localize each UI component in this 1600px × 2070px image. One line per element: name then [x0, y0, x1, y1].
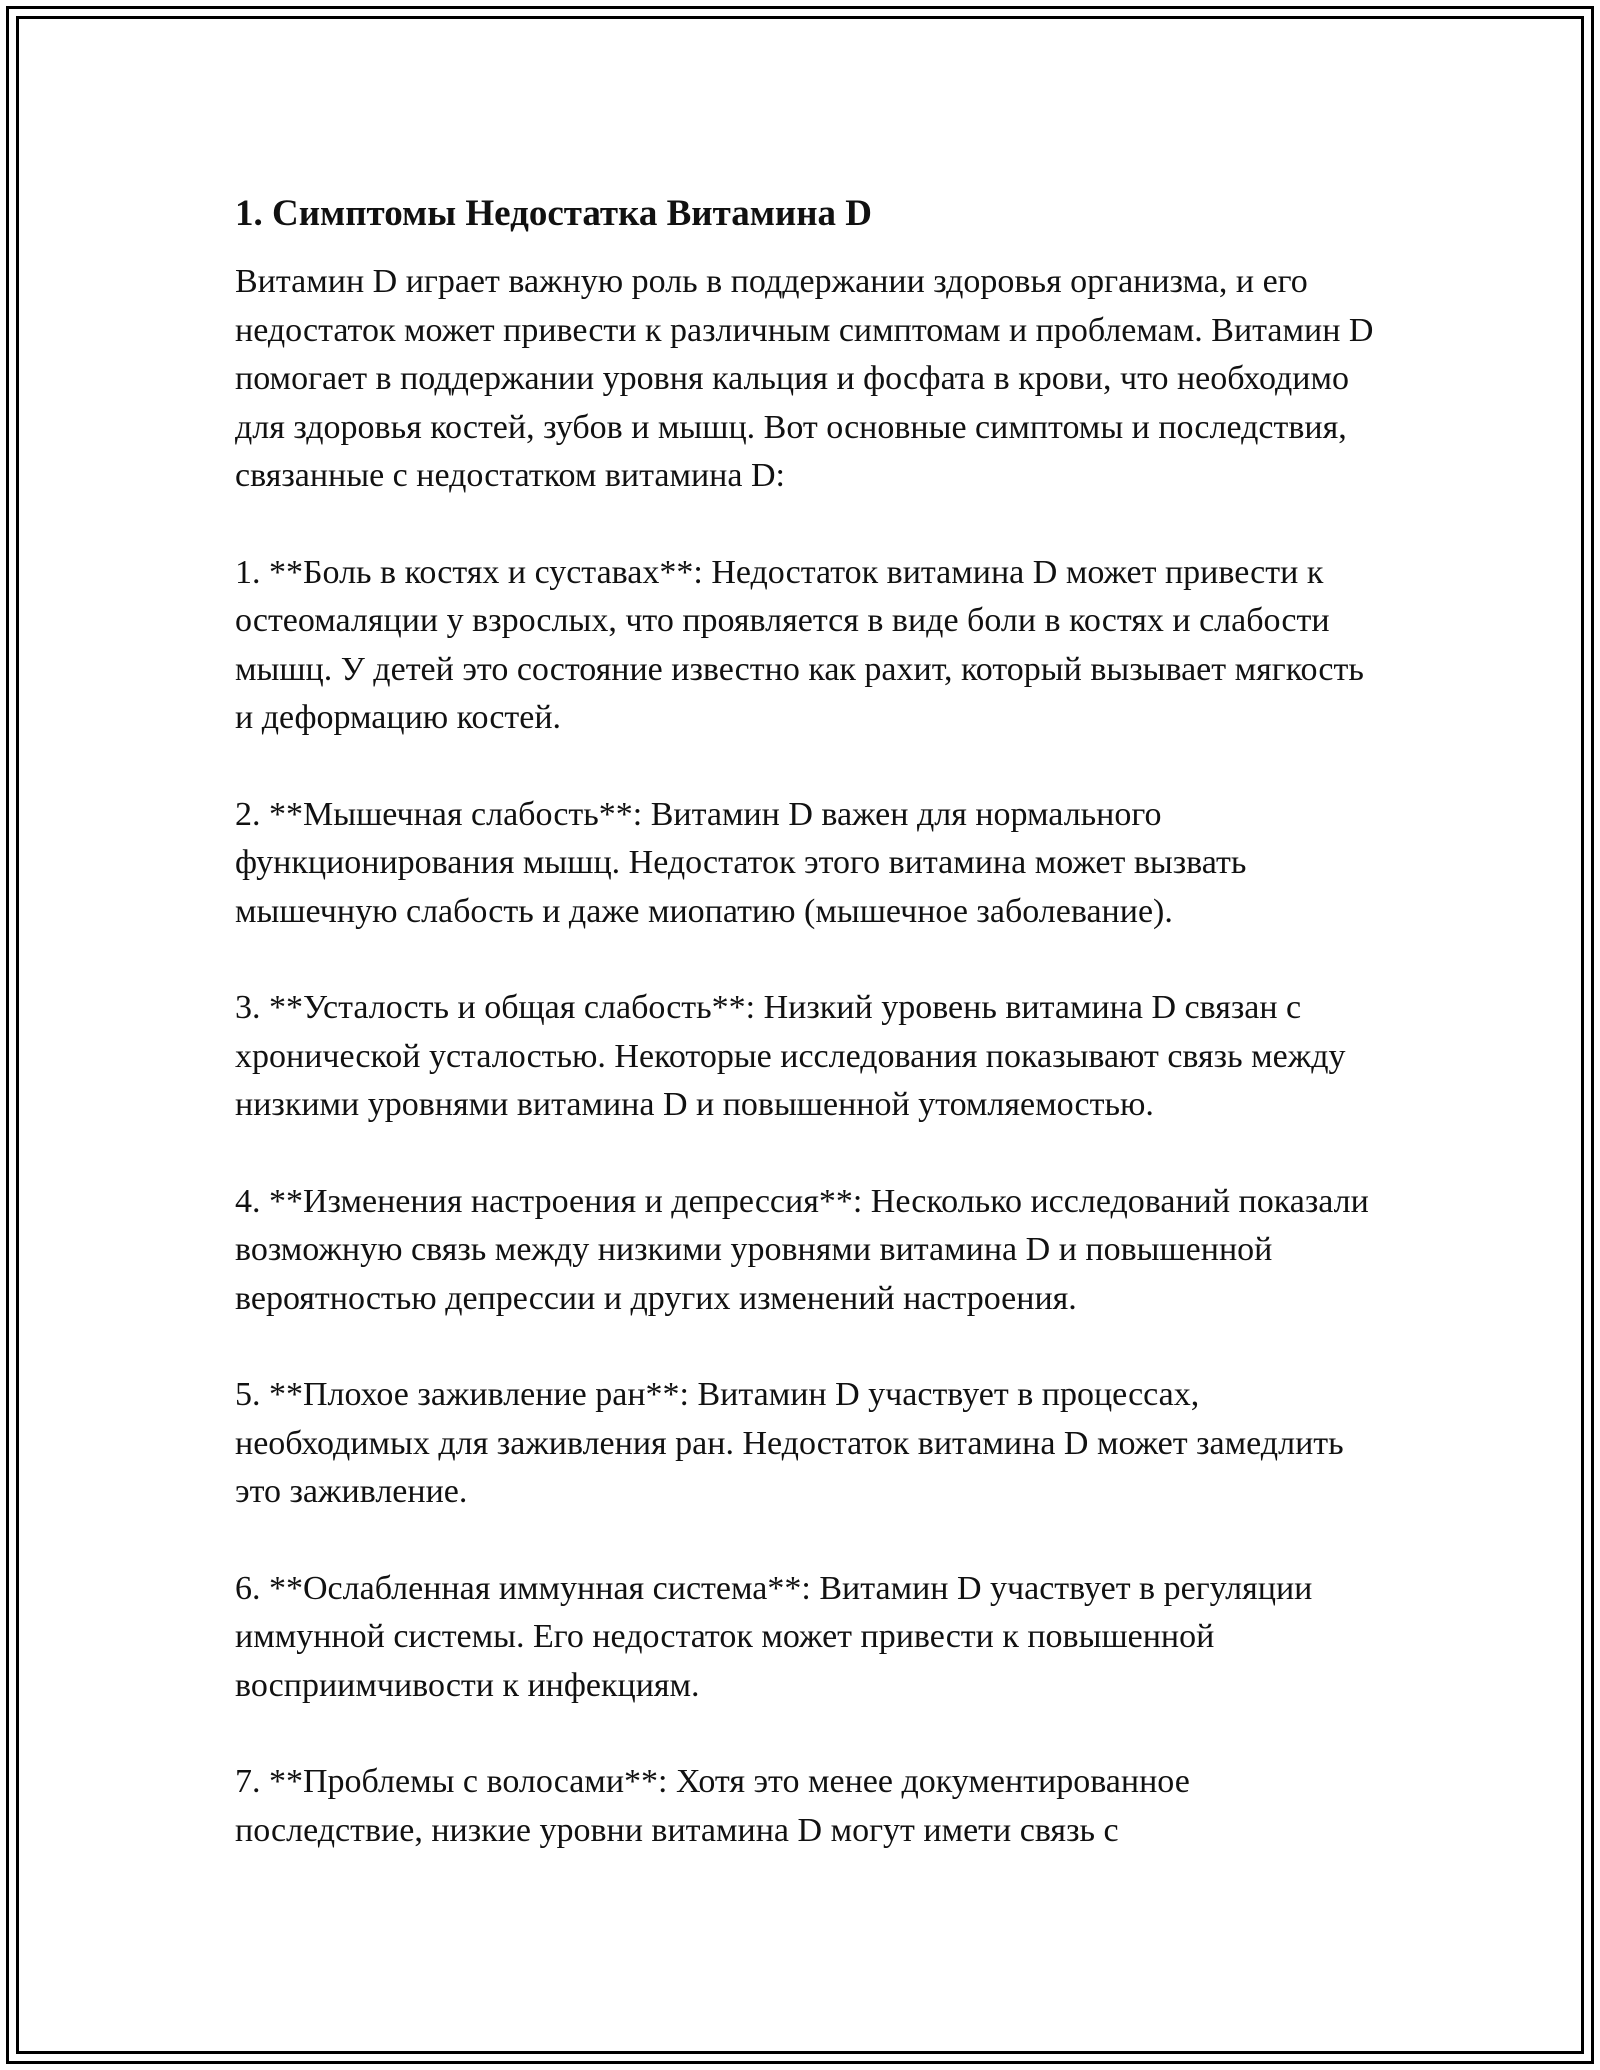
document-body — [235, 186, 1375, 1855]
list-item: 5. **Плохое заживление ран**: Витамин D участвует в процессах, необходимых для заживления ран. Недостаток витамина D может замедлить это заживление. — [235, 1376, 1344, 1510]
list-item: 7. **Проблемы с волосами**: Хотя это менее документированное последствие, низкие уровни витамина D могут имети связь с — [235, 1763, 1190, 1849]
section-heading: 1. Симптомы Недостатка Витамина D — [235, 193, 873, 234]
list-item: 2. **Мышечная слабость**: Витамин D важен для нормального функционирования мышц. Недостаток этого витамина может вызвать мышечную слабость и даже миопатию (мышечное заболевание). — [235, 795, 1247, 930]
list-item: 3. **Усталость и общая слабость**: Низкий уровень витамина D связан с хронической усталостью. Некоторые исследования показывают связь между низкими уровнями витамина D и повышенной утомляемостью. — [235, 989, 1346, 1123]
intro-paragraph: Витамин D играет важную роль в поддержании здоровья организма, и его недостаток может привести к различным симптомам и проблемам. Витамин D помогает в поддержании уровня кальция и фосфата в крови, что необходимо для здоровья костей, зубов и мышц. Вот основные симптомы и последствия, связанные с недостатком витамина D: — [235, 263, 1374, 494]
list-item: 6. **Ослабленная иммунная система**: Витамин D участвует в регуляции иммунной системы. Его недостаток может привести к повышенной восприимчивости к инфекциям. — [235, 1569, 1313, 1704]
list-item: 4. **Изменения настроения и депрессия**: Несколько исследований показали возможную связь между низкими уровнями витамина D и повышенной вероятностью депрессии и других изменений настроения. — [235, 1182, 1369, 1317]
list-item: 1. **Боль в костях и суставах**: Недостаток витамина D может привести к остеомаляции у взрослых, что проявляется в виде боли в костях и слабости мышц. У детей это состояние известно как рахит, который вызывает мягкость и деформацию костей. — [235, 553, 1364, 736]
